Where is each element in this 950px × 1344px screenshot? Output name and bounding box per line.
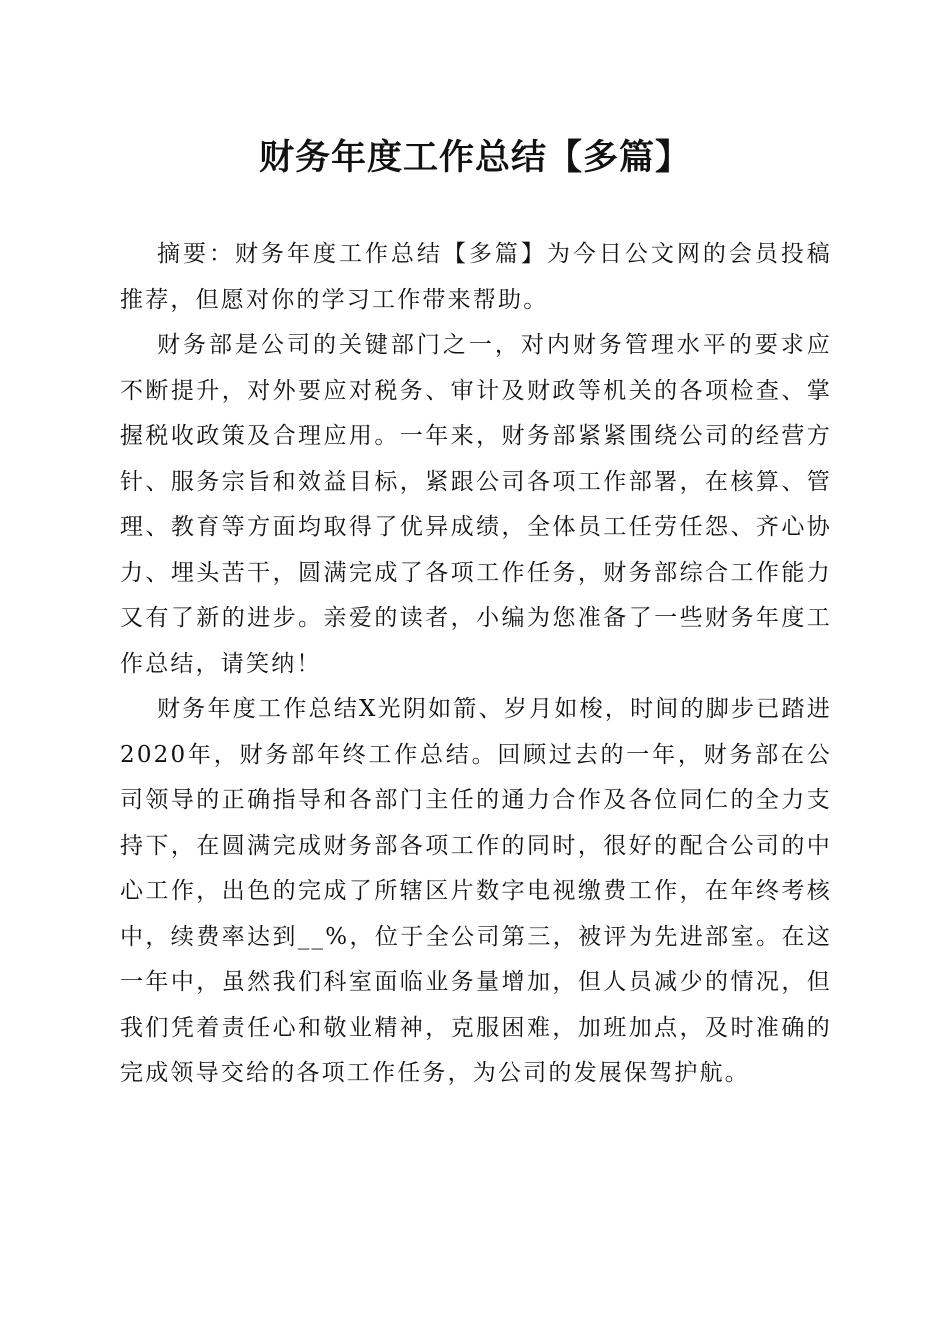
document-body [120,232,832,1097]
abstract-paragraph: 摘要：财务年度工作总结【多篇】为今日公文网的会员投稿推荐，但愿对你的学习工作带来帮助。 [120,241,832,313]
document-title: 财务年度工作总结【多篇】 [258,138,691,178]
intro-paragraph: 财务部是公司的关键部门之一，对内财务管理水平的要求应不断提升，对外要应对税务、审计及财政等机关的各项检查、掌握税收政策及合理应用。一年来，财务部紧紧围绕公司的经营方针、服务宗旨和效益目标，紧跟公司各项工作部署，在核算、管理、教育等方面均取得了优异成绩，全体员工任劳任怨、齐心协力、埋头苦干，圆满完成了各项工作任务，财务部综合工作能力又有了新的进步。亲爱的读者，小编为您准备了一些财务年度工作总结，请笑纳！ [120,332,832,677]
summary-paragraph: 财务年度工作总结X光阴如箭、岁月如梭，时间的脚步已踏进2020年，财务部年终工作总结。回顾过去的一年，财务部在公司领导的正确指导和各部门主任的通力合作及各位同仁的全力支持下，在圆满完成财务部各项工作的同时，很好的配合公司的中心工作，出色的完成了所辖区片数字电视缴费工作，在年终考核中，续费率达到__%，位于全公司第三，被评为先进部室。在这一年中，虽然我们科室面临业务量增加，但人员减少的情况，但我们凭着责任心和敬业精神，克服困难，加班加点，及时准确的完成领导交给的各项工作任务，为公司的发展保驾护航。 [120,696,832,1086]
